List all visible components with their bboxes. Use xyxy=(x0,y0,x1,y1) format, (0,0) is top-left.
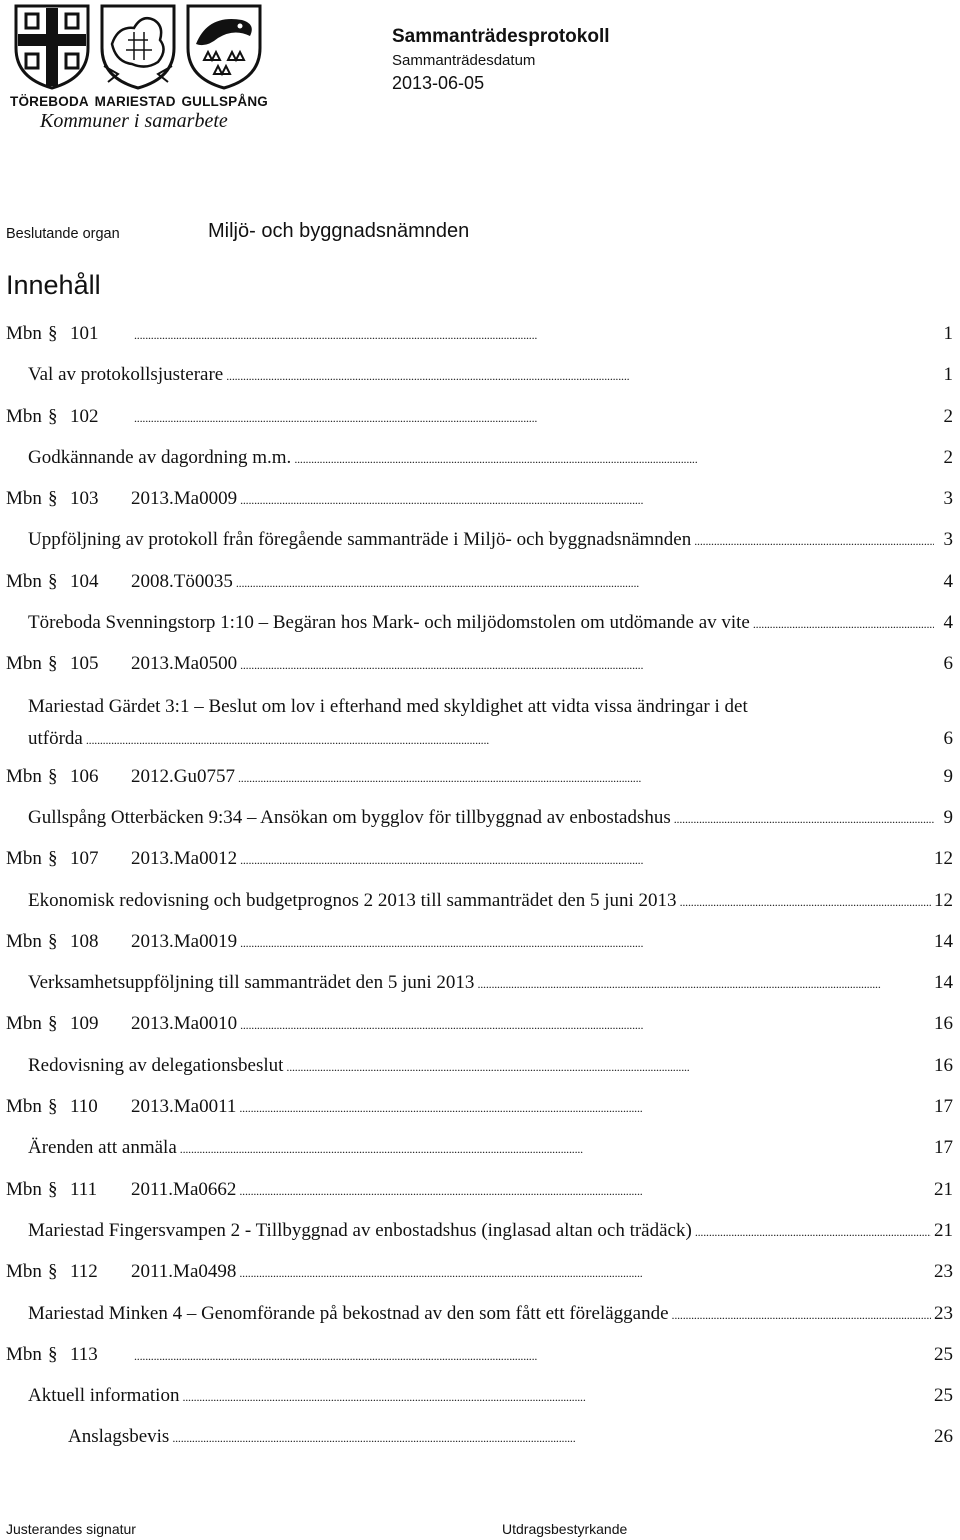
dot-leader xyxy=(286,1046,931,1087)
toc-entry-section[interactable] xyxy=(6,562,953,603)
section-sign-icon: § xyxy=(48,1343,58,1365)
section-sign-icon: § xyxy=(48,1261,58,1283)
toc-entry-title[interactable] xyxy=(6,438,953,479)
extract-certification-label: Utdragsbestyrkande xyxy=(502,1521,628,1537)
section-prefix: Mbn xyxy=(6,570,42,592)
entry-title: Ärenden att anmäla xyxy=(28,1137,177,1159)
section-prefix: Mbn xyxy=(6,1261,42,1283)
page-number: 1 xyxy=(943,364,953,386)
toc-entry-section[interactable] xyxy=(6,314,953,355)
page-number: 12 xyxy=(934,848,953,870)
dot-leader xyxy=(86,722,934,757)
section-sign-icon: § xyxy=(48,1178,58,1200)
toc-entry-title[interactable] xyxy=(6,881,953,922)
section-prefix: Mbn xyxy=(6,488,42,510)
page-number: 6 xyxy=(943,653,953,675)
toc-entry-section[interactable] xyxy=(6,1170,953,1211)
page-number: 23 xyxy=(934,1302,953,1324)
section-sign-icon: § xyxy=(48,488,58,510)
entry-title-continued: utförda xyxy=(28,727,83,749)
section-prefix: Mbn xyxy=(6,1343,42,1365)
section-prefix: Mbn xyxy=(6,323,42,344)
page-number: 14 xyxy=(934,930,953,952)
dot-leader xyxy=(134,314,934,355)
dot-leader xyxy=(240,839,931,880)
page-number: 6 xyxy=(943,727,953,749)
section-number: 107 xyxy=(70,848,99,870)
dot-leader xyxy=(672,1294,931,1335)
page-number: 16 xyxy=(934,1054,953,1076)
section-prefix: Mbn xyxy=(6,930,42,952)
section-sign-icon: § xyxy=(48,765,58,787)
toc-entry-title[interactable] xyxy=(6,1046,953,1087)
page-number: 25 xyxy=(934,1343,953,1365)
page-number: 26 xyxy=(934,1426,953,1448)
page-number: 3 xyxy=(943,488,953,510)
page-number: 3 xyxy=(943,529,953,551)
case-reference: 2013.Ma0012 xyxy=(131,848,238,870)
dot-leader xyxy=(240,479,934,520)
entry-title: Mariestad Minken 4 – Genomförande på bekostnad av den som fått ett föreläggande xyxy=(28,1302,669,1324)
toc-entry-section[interactable] xyxy=(6,1252,953,1293)
toc-entry-title[interactable] xyxy=(6,798,953,839)
toc-entry-title[interactable] xyxy=(6,1376,953,1417)
dot-leader xyxy=(226,355,934,396)
dot-leader xyxy=(239,1252,931,1293)
page-number: 14 xyxy=(934,972,953,994)
section-prefix: Mbn xyxy=(6,848,42,870)
section-prefix: Mbn xyxy=(6,1013,42,1035)
dot-leader xyxy=(180,1128,931,1169)
toc-entry-title[interactable] xyxy=(6,520,953,561)
section-number: 111 xyxy=(70,1178,98,1200)
dot-leader xyxy=(294,438,934,479)
table-of-contents xyxy=(6,314,953,1459)
section-prefix: Mbn xyxy=(6,765,42,787)
entry-title: Redovisning av delegationsbeslut xyxy=(28,1054,284,1076)
mariestad-crest-icon xyxy=(98,4,178,90)
toc-entry-title[interactable] xyxy=(6,1128,953,1169)
section-sign-icon: § xyxy=(48,323,58,344)
section-sign-icon: § xyxy=(48,1013,58,1035)
entry-title: Ekonomisk redovisning och budgetprognos 2 2013 till sammanträdet den 5 juni 2013 xyxy=(28,889,677,911)
entry-title: Gullspång Otterbäcken 9:34 – Ansökan om bygglov för tillbyggnad av enbostadshus xyxy=(28,806,671,828)
page-number: 21 xyxy=(934,1178,953,1200)
document-title: Sammanträdesprotokoll xyxy=(392,26,610,47)
section-sign-icon: § xyxy=(48,848,58,870)
section-sign-icon: § xyxy=(48,1096,58,1118)
entry-title: Verksamhetsuppföljning till sammanträdet den 5 juni 2013 xyxy=(28,972,475,994)
page-number: 17 xyxy=(934,1137,953,1159)
toc-entry-title[interactable] xyxy=(6,1211,953,1252)
toc-entry-section[interactable] xyxy=(6,757,953,798)
entry-title: Val av protokollsjusterare xyxy=(28,364,224,386)
section-sign-icon: § xyxy=(48,405,58,427)
section-prefix: Mbn xyxy=(6,653,42,675)
page-number: 2 xyxy=(943,405,953,427)
dot-leader xyxy=(134,1335,931,1376)
municipality-name: TÖREBODA xyxy=(10,94,89,109)
section-number: 102 xyxy=(70,405,99,427)
toc-heading: Innehåll xyxy=(6,270,101,300)
dot-leader xyxy=(236,562,934,603)
dot-leader xyxy=(477,963,931,1004)
entry-title: Töreboda Svenningstorp 1:10 – Begäran hos Mark- och miljödomstolen om utdömande av vite xyxy=(28,612,750,634)
municipality-name: GULLSPÅNG xyxy=(181,94,268,109)
dot-leader xyxy=(240,922,931,963)
gullspang-crest-icon xyxy=(184,4,264,90)
dot-leader xyxy=(239,1087,931,1128)
case-reference: 2011.Ma0498 xyxy=(131,1261,237,1283)
dot-leader xyxy=(680,881,931,922)
toc-entry-section[interactable] xyxy=(6,1087,953,1128)
dot-leader xyxy=(239,1170,931,1211)
toc-entry-title[interactable] xyxy=(6,603,953,644)
section-sign-icon: § xyxy=(48,930,58,952)
entry-title: Uppföljning av protokoll från föregående sammanträde i Miljö- och byggnadsnämnden xyxy=(28,529,692,551)
deciding-body-label: Beslutande organ xyxy=(6,226,120,242)
section-prefix: Mbn xyxy=(6,1178,42,1200)
entry-title: Aktuell information xyxy=(28,1385,180,1407)
section-number: 104 xyxy=(70,570,99,592)
section-sign-icon: § xyxy=(48,653,58,675)
municipality-logos xyxy=(6,4,268,132)
section-number: 105 xyxy=(70,653,99,675)
municipality-names xyxy=(10,94,268,109)
entry-title: Godkännande av dagordning m.m. xyxy=(28,446,292,468)
case-reference: 2013.Ma0500 xyxy=(131,653,238,675)
toc-entry-section[interactable] xyxy=(6,644,953,685)
page-number: 23 xyxy=(934,1261,953,1283)
dot-leader xyxy=(695,1211,931,1252)
page-number: 16 xyxy=(934,1013,953,1035)
case-reference: 2011.Ma0662 xyxy=(131,1178,237,1200)
case-reference: 2013.Ma0009 xyxy=(131,488,238,510)
dot-leader xyxy=(182,1376,931,1417)
toc-entry-title-continued[interactable] xyxy=(6,722,953,757)
toc-entry-title[interactable] xyxy=(6,355,953,396)
toc-entry-section[interactable] xyxy=(6,397,953,438)
section-sign-icon: § xyxy=(48,570,58,592)
toc-entry-title[interactable] xyxy=(6,686,953,722)
page-number: 2 xyxy=(943,446,953,468)
toc-entry-section[interactable] xyxy=(6,479,953,520)
section-number: 110 xyxy=(70,1096,98,1118)
deciding-body-value: Miljö- och byggnadsnämnden xyxy=(208,220,470,242)
page-number: 17 xyxy=(934,1096,953,1118)
dot-leader xyxy=(753,603,934,644)
page-number: 4 xyxy=(943,570,953,592)
dot-leader xyxy=(694,520,934,561)
entry-title: Mariestad Fingersvampen 2 - Tillbyggnad av enbostadshus (inglasad altan och trädäck) xyxy=(28,1219,692,1241)
dot-leader xyxy=(172,1417,931,1458)
page-number: 25 xyxy=(934,1385,953,1407)
case-reference: 2013.Ma0011 xyxy=(131,1096,237,1118)
toc-entry-title[interactable] xyxy=(6,1417,953,1458)
dot-leader xyxy=(240,644,934,685)
toc-entry-section[interactable] xyxy=(6,839,953,880)
toc-entry-title[interactable] xyxy=(6,963,953,1004)
section-number: 112 xyxy=(70,1261,98,1283)
municipality-name: MARIESTAD xyxy=(94,94,176,109)
toc-entry-title[interactable] xyxy=(6,1294,953,1335)
case-reference: 2013.Ma0010 xyxy=(131,1013,238,1035)
section-number: 103 xyxy=(70,488,99,510)
page-number: 9 xyxy=(943,765,953,787)
meeting-date-label: Sammanträdesdatum xyxy=(392,52,536,69)
page-number: 4 xyxy=(943,612,953,634)
page-number: 1 xyxy=(943,323,953,344)
toreboda-crest-icon xyxy=(12,4,92,90)
section-number: 106 xyxy=(70,765,99,787)
dot-leader xyxy=(674,798,934,839)
page-number: 21 xyxy=(934,1219,953,1241)
case-reference: 2012.Gu0757 xyxy=(131,765,235,787)
toc-entry-section[interactable] xyxy=(6,1335,953,1376)
case-reference: 2008.Tö0035 xyxy=(131,570,233,592)
section-number: 108 xyxy=(70,930,99,952)
page-number: 12 xyxy=(934,889,953,911)
toc-entry-section[interactable] xyxy=(6,922,953,963)
section-number: 101 xyxy=(70,323,99,344)
section-number: 113 xyxy=(70,1343,98,1365)
dot-leader xyxy=(134,397,934,438)
dot-leader xyxy=(238,757,934,798)
section-prefix: Mbn xyxy=(6,1096,42,1118)
section-prefix: Mbn xyxy=(6,405,42,427)
entry-title: Anslagsbevis xyxy=(68,1426,170,1448)
toc-entry-section[interactable] xyxy=(6,1004,953,1045)
section-number: 109 xyxy=(70,1013,99,1035)
signature-label: Justerandes signatur xyxy=(6,1521,136,1537)
meeting-date-value: 2013-06-05 xyxy=(392,73,485,93)
dot-leader xyxy=(240,1004,931,1045)
case-reference: 2013.Ma0019 xyxy=(131,930,238,952)
page-number: 9 xyxy=(943,806,953,828)
entry-title: Mariestad Gärdet 3:1 – Beslut om lov i efterhand med skyldighet att vidta vissa ändringar i det xyxy=(28,695,748,717)
logo-tagline: Kommuner i samarbete xyxy=(40,110,228,132)
